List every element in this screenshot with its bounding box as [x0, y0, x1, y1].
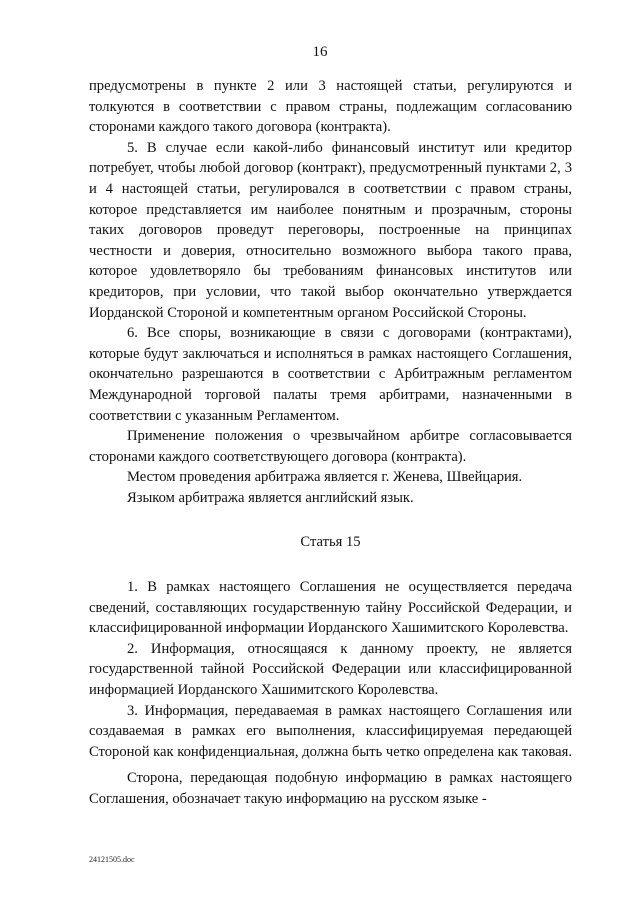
- paragraph-item-5: 5. В случае если какой-либо финансовый институт или кредитор потребует, чтобы любой договор (контракт), предусмотренный пунктами 2, 3 и 4 настоящей статьи, регулировался в соответствии с правом страны, которое представляется им наиболее понятным и прозрачным, стороны таких договоров проведут переговоры, построенные на принципах честности и доверия, относительно возможного выбора такого права, которое удовлетворяло бы требованиям финансовых институтов или кредиторов, при условии, что такой выбор окончательно утверждается Иорданской Стороной и компетентным органом Российской Стороны.: [89, 139, 572, 321]
- article-paragraph-1: 1. В рамках настоящего Соглашения не осуществляется передача сведений, составляющих государственную тайну Российской Федерации, и классифицированной информации Иорданского Хашимитского Королевства.: [89, 579, 572, 637]
- footer-filename: 24121505.doc: [89, 855, 135, 864]
- article-paragraph-4: Сторона, передающая подобную информацию в рамках настоящего Соглашения, обозначает такую информацию на русском языке -: [89, 770, 572, 807]
- document-body: [89, 76, 572, 810]
- paragraph-continuation: предусмотрены в пункте 2 или 3 настоящей статьи, регулируются и толкуются в соответствии с правом страны, подлежащим согласованию сторонами каждого такого договора (контракта).: [89, 78, 572, 136]
- page-number: 16: [312, 44, 328, 60]
- paragraph-item-6: 6. Все споры, возникающие в связи с договорами (контрактами), которые будут заключаться и исполняться в рамках настоящего Соглашения, окончательно разрешаются в соответствии с Арбитражным регламентом Международной торговой палаты тремя арбитрами, назначенными в соответствии с указанным Регламентом.: [89, 325, 572, 424]
- article-paragraph-2: 2. Информация, относящаяся к данному проекту, не является государственной тайной Российской Федерации или классифицированной информацией Иорданского Хашимитского Королевства.: [89, 640, 572, 699]
- article-paragraph-3: 3. Информация, передаваемая в рамках настоящего Соглашения или создаваемая в рамках его выполнения, классифицируемая передающей Стороной как конфиденциальная, должна быть четко определена как таковая.: [89, 702, 572, 760]
- paragraph-arbitration-language: Языком арбитража является английский язык.: [127, 489, 414, 506]
- paragraph-emergency-arbitrator: Применение положения о чрезвычайном арбитре согласовывается сторонами каждого соответствующего договора (контракта).: [89, 428, 572, 465]
- paragraph-arbitration-place: Местом проведения арбитража является г. Женева, Швейцария.: [127, 469, 523, 486]
- article-heading: Статья 15: [300, 534, 361, 551]
